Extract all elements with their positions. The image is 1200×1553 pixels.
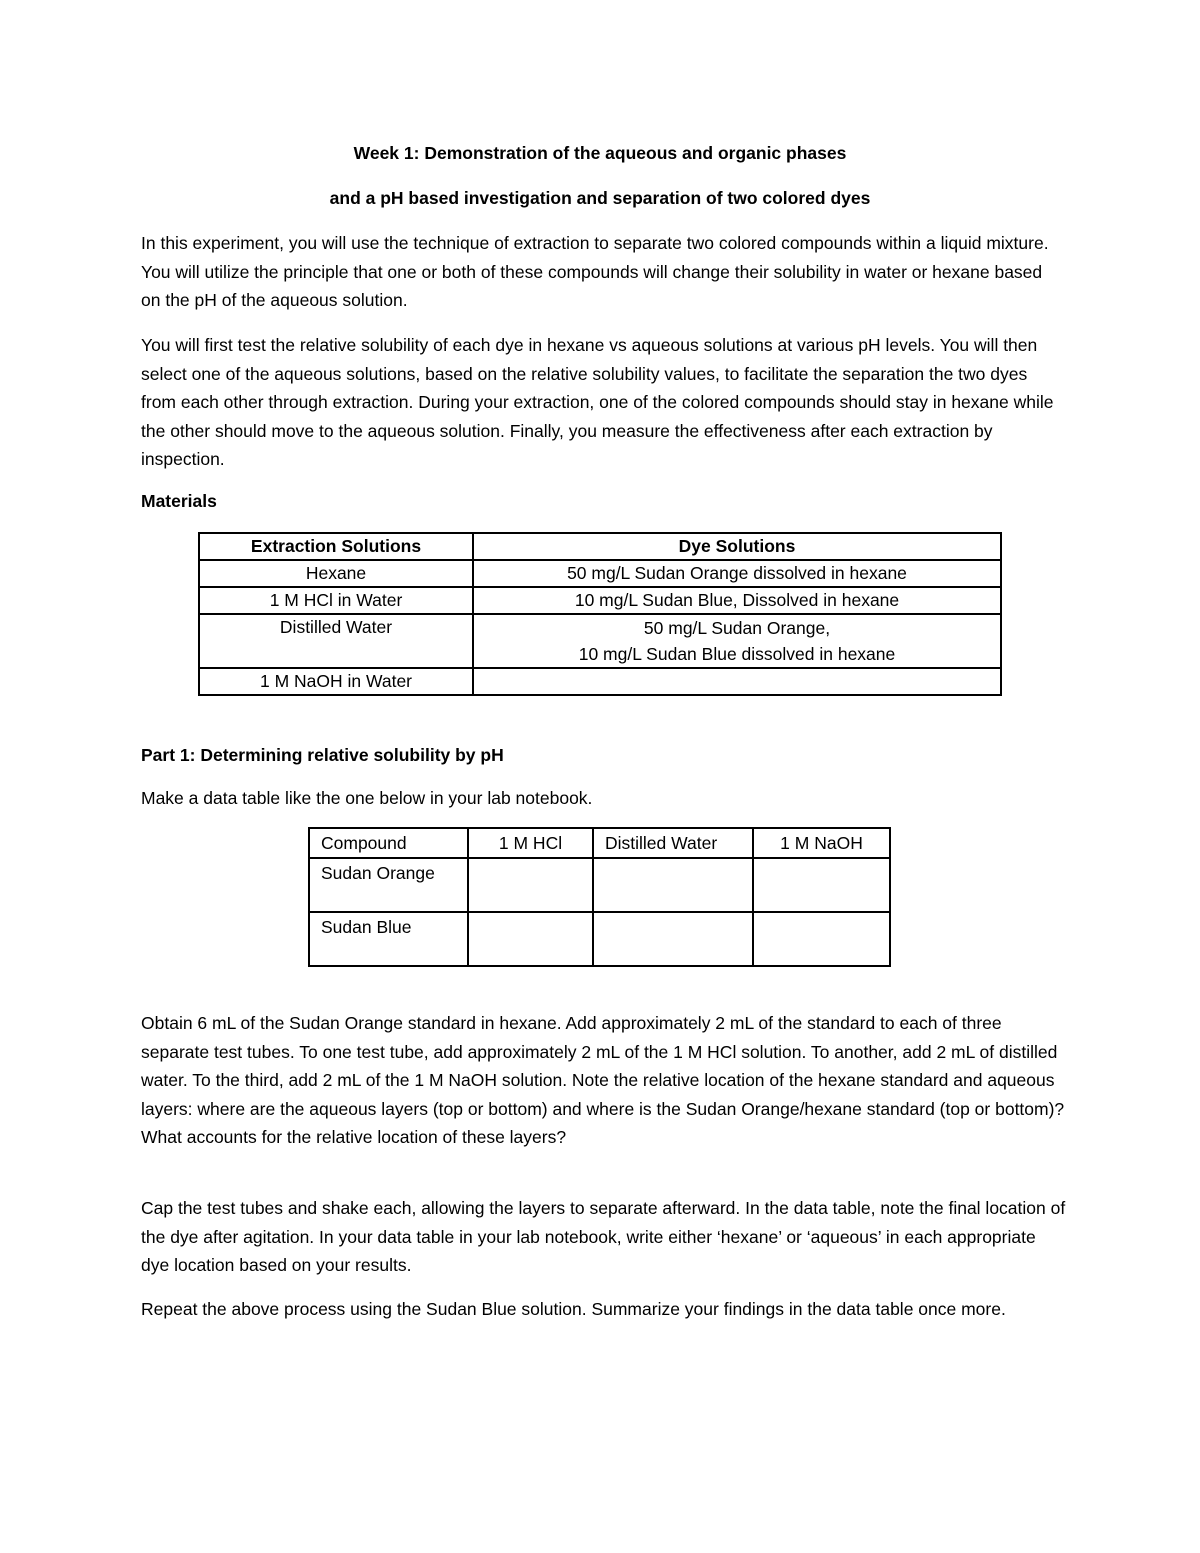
dye-cell: 10 mg/L Sudan Blue, Dissolved in hexane — [473, 587, 1001, 614]
header-distilled-water: Distilled Water — [593, 828, 753, 858]
compound-cell: Sudan Blue — [309, 912, 468, 966]
procedure-paragraph-1: Obtain 6 mL of the Sudan Orange standard in hexane. Add approximately 2 mL of the standard to each of three separate test tubes. To one test tube, add approximately 2 mL of the 1 M HCl solution. To another, add 2 mL of distilled water. To the third, add 2 mL of the 1 M NaOH solution. Note the relative location of the hexane standard and aqueous layers: where are the aqueous layers (top or bottom) and where is the Sudan Orange/hexane standard (top or bottom)? What accounts for the relative location of these layers? — [141, 1013, 1065, 1147]
empty-cell — [753, 858, 890, 912]
extraction-cell: 1 M HCl in Water — [199, 587, 473, 614]
empty-cell — [593, 858, 753, 912]
materials-heading: Materials — [141, 491, 217, 511]
empty-cell — [468, 858, 593, 912]
materials-table-header — [199, 533, 1001, 560]
empty-cell — [593, 912, 753, 966]
materials-table — [198, 532, 1002, 696]
materials-header-dye: Dye Solutions — [473, 533, 1001, 560]
dye-cell: 50 mg/L Sudan Orange dissolved in hexane — [473, 560, 1001, 587]
table-row — [199, 560, 1001, 587]
procedure-paragraph-3: Repeat the above process using the Sudan Blue solution. Summarize your findings in the data table once more. — [141, 1299, 1006, 1319]
method-paragraph: You will first test the relative solubility of each dye in hexane vs aqueous solutions at various pH levels. You will then select one of the aqueous solutions, based on the relative solubility values, to facilitate the separation the two dyes from each other through extraction. During your extraction, one of the colored compounds should stay in hexane while the other should move to the aqueous solution. Finally, you measure the effectiveness after each extraction by inspection. — [141, 335, 1054, 469]
document-title-line1: Week 1: Demonstration of the aqueous and organic phases — [353, 143, 847, 163]
dye-line-2: 10 mg/L Sudan Blue dissolved in hexane — [578, 644, 896, 664]
empty-cell — [468, 912, 593, 966]
intro-paragraph: In this experiment, you will use the technique of extraction to separate two colored compounds within a liquid mixture. You will utilize the principle that one or both of these compounds will change their solubility in water or hexane based on the pH of the aqueous solution. — [141, 233, 1049, 310]
extraction-cell: Distilled Water — [199, 614, 473, 668]
part1-heading: Part 1: Determining relative solubility by pH — [141, 745, 504, 765]
empty-cell — [753, 912, 890, 966]
header-hcl: 1 M HCl — [468, 828, 593, 858]
compound-cell: Sudan Orange — [309, 858, 468, 912]
extraction-cell: Hexane — [199, 560, 473, 587]
table-row — [309, 858, 890, 912]
dye-cell — [473, 668, 1001, 695]
table-row — [309, 912, 890, 966]
procedure-paragraph-2: Cap the test tubes and shake each, allowing the layers to separate afterward. In the data table, note the final location of the dye after agitation. In your data table in your lab notebook, write either ‘hexane’ or ‘aqueous’ in each appropriate dye location based on your results. — [141, 1198, 1066, 1275]
dye-cell-multiline — [473, 614, 1001, 668]
materials-header-extraction: Extraction Solutions — [199, 533, 473, 560]
table-row — [199, 587, 1001, 614]
document-title-line2: and a pH based investigation and separation of two colored dyes — [329, 188, 871, 208]
table-row — [199, 614, 1001, 668]
extraction-cell: 1 M NaOH in Water — [199, 668, 473, 695]
header-compound: Compound — [309, 828, 468, 858]
header-naoh: 1 M NaOH — [753, 828, 890, 858]
data-table-header — [309, 828, 890, 858]
table-row — [199, 668, 1001, 695]
part1-intro: Make a data table like the one below in your lab notebook. — [141, 788, 593, 808]
dye-line-1: 50 mg/L Sudan Orange, — [643, 618, 831, 638]
data-table — [308, 827, 891, 967]
